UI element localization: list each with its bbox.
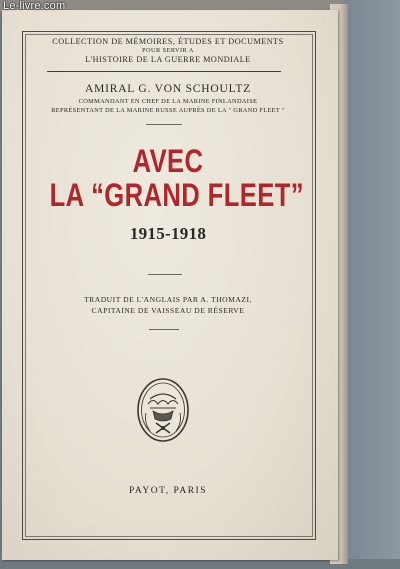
publisher-name: PAYOT, PARIS (128, 486, 208, 496)
scan-background (344, 0, 400, 569)
header-rule (47, 71, 281, 72)
author-role-line-1: COMMANDANT EN CHEF DE LA MARINE FINLANDAISE (78, 98, 258, 105)
book-title-line-1: AVEC (132, 143, 204, 179)
translator-line-1: TRADUIT DE L'ANGLAIS PAR A. THOMAZI, (84, 295, 252, 304)
publisher-emblem-icon (136, 377, 190, 443)
translator-rule (149, 329, 179, 330)
author-rule (146, 124, 182, 125)
collection-line-3: L'HISTOIRE DE LA GUERRE MONDIALE (85, 55, 251, 64)
watermark: Le-livre.com (3, 0, 66, 12)
collection-line-1: COLLECTION DE MÉMOIRES, ÉTUDES ET DOCUMENTS (52, 37, 284, 46)
author-name: AMIRAL G. VON SCHOULTZ (84, 83, 252, 95)
collection-line-2: POUR SERVIR A (142, 47, 194, 54)
translator-line-2: CAPITAINE DE VAISSEAU DE RÉSERVE (91, 306, 245, 315)
book-years: 1915-1918 (129, 224, 207, 243)
title-rule (148, 274, 182, 275)
author-role-line-2: REPRÉSENTANT DE LA MARINE RUSSE AUPRÈS DE LA " GRAND FLEET " (51, 107, 285, 114)
book-title-line-2: LA “GRAND FLEET” (49, 177, 304, 213)
